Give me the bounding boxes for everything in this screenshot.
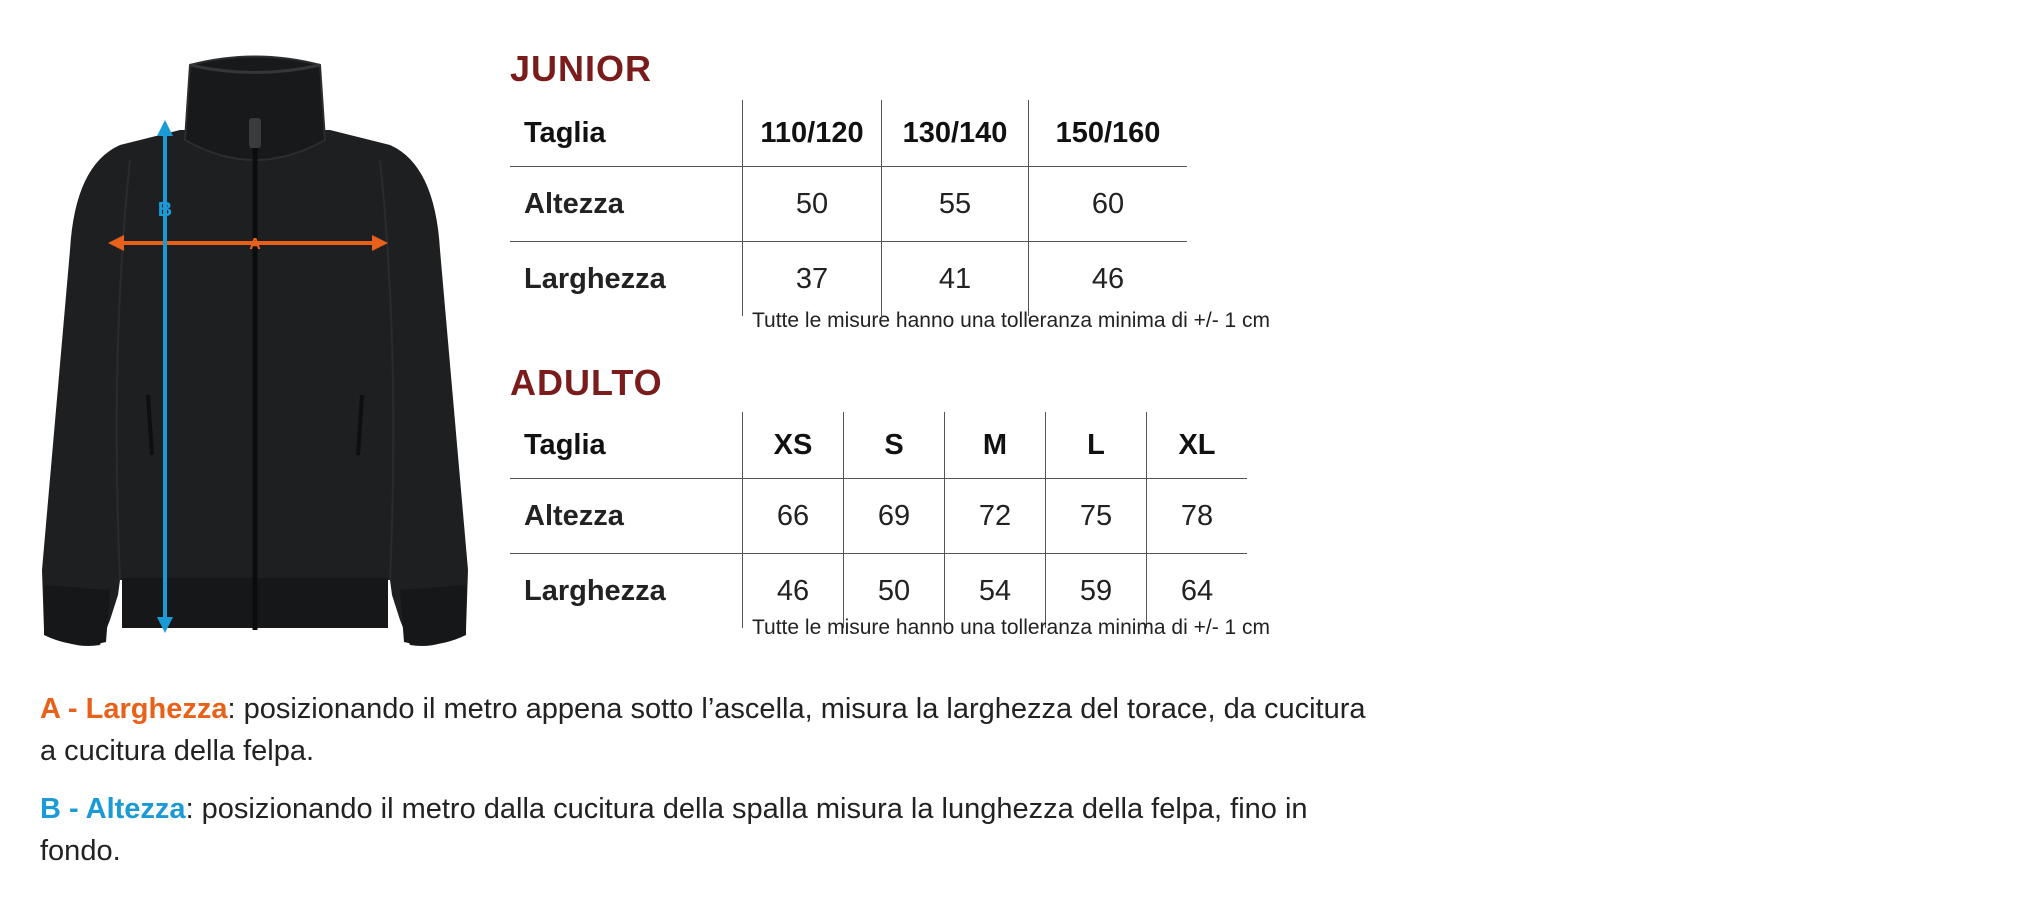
adulto-tolerance-note: Tutte le misure hanno una tolleranza minima di +/- 1 cm — [752, 616, 1271, 639]
junior-size-table — [510, 100, 1187, 316]
description-a-label: A - Larghezza — [40, 693, 228, 725]
table-header-row — [510, 100, 1187, 167]
header-size: 150/160 — [1029, 100, 1188, 167]
description-b-label: B - Altezza — [40, 793, 186, 825]
table-cell: 64 — [1147, 554, 1248, 629]
row-label: Altezza — [510, 167, 743, 242]
table-cell: 54 — [945, 554, 1046, 629]
table-cell: 50 — [743, 167, 882, 242]
adulto-title: ADULTO — [510, 362, 663, 403]
table-cell: 50 — [844, 554, 945, 629]
header-size: 110/120 — [743, 100, 882, 167]
table-row — [510, 167, 1187, 242]
table-cell: 72 — [945, 479, 1046, 554]
header-size: 130/140 — [882, 100, 1029, 167]
table-cell: 69 — [844, 479, 945, 554]
header-label: Taglia — [524, 428, 606, 461]
table-row — [510, 242, 1187, 317]
table-cell: 75 — [1046, 479, 1147, 554]
table-cell: 41 — [882, 242, 1029, 317]
measure-a-marker: A — [249, 236, 261, 253]
measure-b-marker: B — [157, 199, 173, 221]
table-row — [510, 479, 1247, 554]
header-size: XS — [743, 412, 844, 479]
header-size: S — [844, 412, 945, 479]
table-cell: 46 — [743, 554, 844, 629]
description-a — [40, 688, 1380, 772]
description-a-text: : posizionando il metro appena sotto l’ascella, misura la larghezza del torace, da cucitura a cucitura della felpa. — [40, 693, 1366, 767]
description-b-text: : posizionando il metro dalla cucitura della spalla misura la lunghezza della felpa, fino in fondo. — [40, 793, 1308, 867]
description-b — [40, 788, 1380, 872]
header-label: Taglia — [524, 116, 606, 149]
jacket-illustration — [30, 50, 470, 650]
table-cell: 46 — [1029, 242, 1188, 317]
table-cell: 60 — [1029, 167, 1188, 242]
header-size: XL — [1147, 412, 1248, 479]
table-header-row — [510, 412, 1247, 479]
table-cell: 78 — [1147, 479, 1248, 554]
header-size: L — [1046, 412, 1147, 479]
row-label: Larghezza — [510, 242, 743, 317]
junior-tolerance-note: Tutte le misure hanno una tolleranza minima di +/- 1 cm — [752, 309, 1271, 332]
junior-title: JUNIOR — [510, 48, 653, 89]
table-cell: 59 — [1046, 554, 1147, 629]
table-cell: 37 — [743, 242, 882, 317]
header-size: M — [945, 412, 1046, 479]
adulto-size-table — [510, 412, 1247, 628]
row-label: Altezza — [510, 479, 743, 554]
table-cell: 66 — [743, 479, 844, 554]
table-cell: 55 — [882, 167, 1029, 242]
row-label: Larghezza — [510, 554, 743, 629]
